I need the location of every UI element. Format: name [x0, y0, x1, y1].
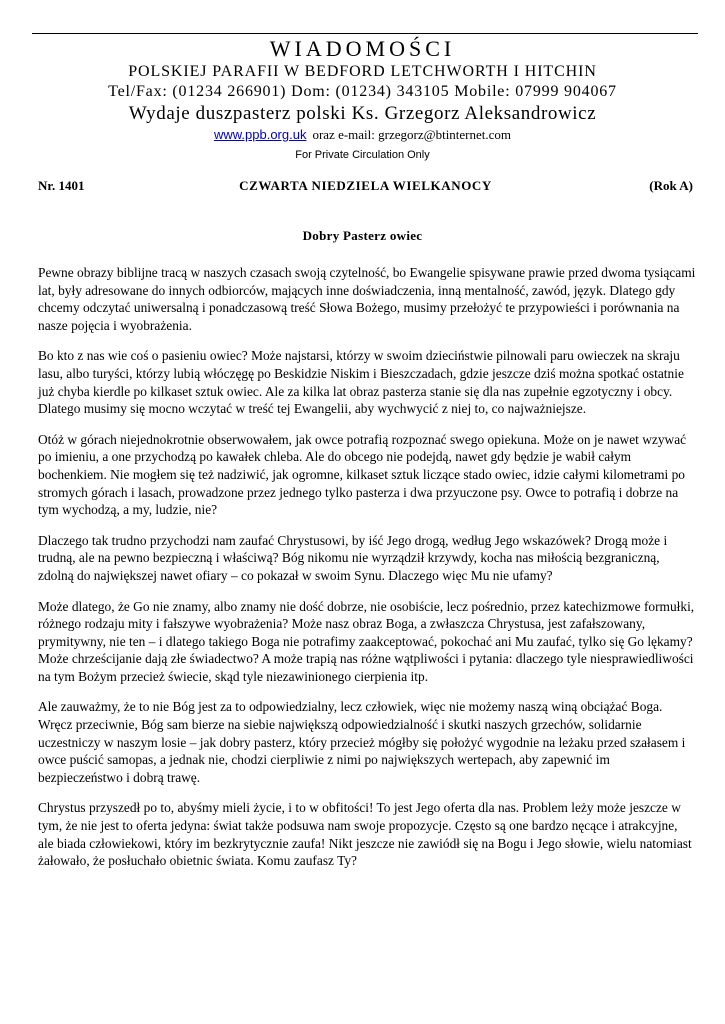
article-paragraph: Ale zauważmy, że to nie Bóg jest za to odpowiedzialny, lecz człowiek, więc nie możemy naszą winą obciążać Boga. Wręcz przeciwnie, Bóg sam bierze na siebie największą odpowiedzialność i skutki naszych grzechów, solidarnie uczestniczy w naszym losie – jak dobry pasterz, który przecież mógłby się położyć wygodnie na leżaku przed szałasem i owce puścić samopas, a jednak nie, chodzi cierpliwie z nimi po największych wertepach, aby zapewnić im bezpieczeństwo i dobrą trawę. [38, 699, 686, 785]
issue-number: Nr. 1401 [38, 178, 85, 193]
website-link[interactable]: www.ppb.org.uk [213, 127, 307, 142]
article-paragraph: Otóż w górach niejednokrotnie obserwowałem, jak owce potrafią rozpoznać swego opiekuna. Może on je nawet wzywać po imieniu, a one przychodzą po kawałek chleba. Ale do obcego nie podejdą, nawet gdy będzie je wabił całym bochenkiem. Nie mogłem się też nadziwić, jak ogromne, kilkaset sztuk liczące stado owiec, idzie całymi kilometrami po stromych górach i lasach, prowadzone przez jednego tylko pasterza i dwa przyuczone psy. Owce to potrafią i dobrze na tym wychodzą, a my, ludzie, nie? [38, 431, 687, 518]
parish-subtitle: POLSKIEJ PARAFII W BEDFORD LETCHWORTH I HITCHIN [128, 63, 597, 80]
article-paragraph: Chrystus przyszedł po to, abyśmy mieli życie, i to w obfitości! To jest Jego oferta dla nas. Problem leży może jeszcze w tym, że nie jest to oferta jedyna: świat także podsuwa nam swoje propozycje. Często są one bardzo nęcące i atrakcyjne, ale biada człowiekowi, który im bezkrytycznie zaufa! Nikt jeszcze nie zawiódł się na Bogu i Jego słowie, wielu natomiast żałowało, że posłuchało obietnic świata. Komu zaufasz Ty? [38, 800, 692, 869]
liturgical-year: (Rok A) [649, 178, 693, 193]
article-paragraph: Może dlatego, że Go nie znamy, albo znamy nie dość dobrze, nie osobiście, lecz pośrednio, przez katechizmowe formułki, różnego rodzaju mity i fałszywe wyobrażenia? Może nasz obraz Boga, a zwłaszcza Chrystusa, jest zafałszowany, prymitywny, nie ten – i dlatego takiego Boga nie potrafimy zaakceptować, pokochać ani Mu zaufać, tylko się Go lękamy? Może chrześcijanie dają złe świadectwo? A może trapią nas różne wątpliwości i pytania: dlaczego tyle niesprawiedliwości na tym Bożym przecież świecie, skąd tyle niezawinionego cierpienia itp. [38, 598, 695, 684]
private-circulation-note: For Private Circulation Only [295, 149, 430, 161]
email-text: oraz e-mail: grzegorz@btinternet.com [312, 127, 512, 142]
newsletter-title: WIADOMOŚCI [269, 36, 456, 61]
publisher-line: Wydaje duszpasterz polski Ks. Grzegorz Aleksandrowicz [128, 103, 597, 124]
article-body [38, 264, 696, 883]
masthead [0, 34, 725, 164]
contact-line: Tel/Fax: (01234 266901) Dom: (01234) 343105 Mobile: 07999 904067 [108, 83, 617, 100]
article-title: Dobry Pasterz owiec [302, 228, 423, 243]
article-paragraph: Pewne obrazy biblijne tracą w naszych czasach swoją czytelność, bo Ewangelie spisywane prawie przed dwoma tysiącami lat, były adresowane do innych odbiorców, mających inne doświadczenia, inną mentalność, zawód, język. Dlatego gdy chcemy odczytać uniwersalną i ponadczasową treść Słowa Bożego, musimy przełożyć te przypowieści i porównania na nasze pojęcia i wyobrażenia. [38, 265, 696, 333]
issue-row [38, 178, 693, 196]
web-email-line [0, 126, 725, 143]
article-paragraph: Dlaczego tak trudno przychodzi nam zaufać Chrystusowi, by iść Jego drogą, według Jego wskazówek? Drogą może i trudną, ale na pewno bezpieczną i właściwą? Bóg nikomu nie wyrządził krzywdy, kocha nas miłością bezgraniczną, zdolną do największej nawet ofiary – co pokazał w swoim Synu. Dlaczego więc Mu nie ufamy? [38, 532, 668, 583]
article-paragraph: Bo kto z nas wie coś o pasieniu owiec? Może najstarsi, którzy w swoim dzieciństwie pilnowali paru owieczek na skraju lasu, albo turyści, którzy lubią włóczęgę po Beskidzie Niskim i Bieszczadach, gdzie jeszcze dziś można spotkać ostatnie już chyba kierdle po kilkaset sztuk owiec. Ale za kilka lat obraz pasterza stanie się dla nas zupełnie egzotyczny i obcy. Dlatego musimy się mocno wczytać w treść tej Ewangelii, aby wychwycić z niej to, co najważniejsze. [38, 348, 684, 417]
sunday-title: CZWARTA NIEDZIELA WIELKANOCY [239, 178, 492, 193]
